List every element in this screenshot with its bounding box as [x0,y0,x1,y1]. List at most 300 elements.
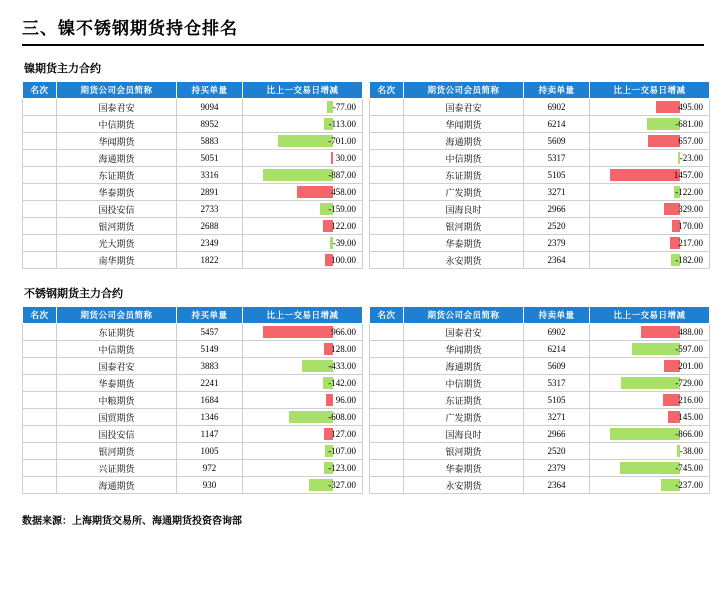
member-name: 南华期货 [57,252,177,269]
rank-number: 7 [370,201,404,218]
member-name: 永安期货 [404,477,524,494]
table-header-row [370,82,710,99]
member-name: 华闻期货 [404,116,524,133]
table-row [370,358,710,375]
change-bar-wrap [246,134,359,148]
volume-value: 5051 [177,150,243,167]
member-name: 广发期货 [404,184,524,201]
member-name: 银河期货 [404,443,524,460]
change-cell [243,358,363,375]
member-name: 国投安信 [57,201,177,218]
member-name: 海通期货 [57,150,177,167]
change-value: 966.00 [331,327,356,337]
volume-value: 1822 [177,252,243,269]
volume-value: 2891 [177,184,243,201]
change-cell [243,235,363,252]
member-name: 华泰期货 [57,375,177,392]
table-row [370,116,710,133]
table-row [370,218,710,235]
change-bar-wrap [593,236,706,250]
member-name: 中信期货 [404,150,524,167]
table-row [370,409,710,426]
rank-number: 8 [370,218,404,235]
volume-value: 2520 [524,218,590,235]
rank-number: 9 [23,235,57,252]
volume-value: 972 [177,460,243,477]
member-name: 海通期货 [404,133,524,150]
rank-number: 7 [23,426,57,443]
change-value: -237.00 [675,480,703,490]
bar-positive [326,394,333,406]
change-bar-wrap [593,151,706,165]
table-row [370,184,710,201]
change-bar-wrap [246,151,359,165]
change-bar-wrap [593,202,706,216]
volume-value: 1147 [177,426,243,443]
tables-row [22,81,704,269]
change-value: 127.00 [331,429,356,439]
section-spacer [22,269,704,285]
change-cell [243,443,363,460]
member-name: 海通期货 [57,477,177,494]
bar-negative [610,428,680,440]
change-bar-wrap [246,478,359,492]
change-cell [243,426,363,443]
member-name: 国投安信 [57,426,177,443]
table-row [23,201,363,218]
bar-positive [610,169,680,181]
rank-number: 9 [370,235,404,252]
volume-value: 1346 [177,409,243,426]
change-bar-wrap [246,219,359,233]
tables-row [22,306,704,494]
table-row [370,99,710,116]
member-name: 中粮期货 [57,392,177,409]
bar-positive [656,101,680,113]
member-name: 国海良时 [404,201,524,218]
member-name: 永安期货 [404,252,524,269]
member-name: 华泰期货 [404,460,524,477]
column-header-0: 名次 [370,82,404,99]
change-value: -23.00 [679,153,703,163]
change-cell [243,392,363,409]
column-header-1: 期货公司会员简称 [404,307,524,324]
change-cell [590,460,710,477]
bar-negative [263,169,333,181]
change-value: 216.00 [678,395,703,405]
rank-number: 6 [23,184,57,201]
change-cell [590,99,710,116]
change-value: 217.00 [678,238,703,248]
table-row [370,324,710,341]
bar-negative [289,411,333,423]
change-value: 458.00 [331,187,356,197]
change-value: -866.00 [675,429,703,439]
change-value: -107.00 [328,446,356,456]
change-bar-wrap [246,427,359,441]
rank-number: 10 [370,252,404,269]
rank-number: 5 [370,392,404,409]
change-bar-wrap [593,376,706,390]
change-bar-wrap [246,168,359,182]
change-cell [590,426,710,443]
rank-number: 6 [370,409,404,426]
change-cell [590,116,710,133]
column-header-0: 名次 [23,307,57,324]
change-bar-wrap [593,134,706,148]
column-header-3: 比上一交易日增减 [590,307,710,324]
change-value: -608.00 [328,412,356,422]
column-header-3: 比上一交易日增减 [590,82,710,99]
rank-number: 5 [23,392,57,409]
change-bar-wrap [593,478,706,492]
change-cell [243,218,363,235]
change-value: 145.00 [678,412,703,422]
rank-number: 8 [23,218,57,235]
table-row [370,133,710,150]
volume-value: 5457 [177,324,243,341]
bar-positive [648,135,680,147]
table-row [23,477,363,494]
column-header-1: 期货公司会员简称 [404,82,524,99]
volume-value: 3271 [524,409,590,426]
rank-number: 7 [370,426,404,443]
volume-value: 2349 [177,235,243,252]
volume-value: 2966 [524,201,590,218]
change-bar-wrap [246,393,359,407]
member-name: 华闻期货 [57,133,177,150]
rank-table-buy [22,306,363,494]
change-bar-wrap [593,325,706,339]
change-cell [243,324,363,341]
table-row [23,150,363,167]
change-cell [590,150,710,167]
table-row [370,150,710,167]
change-value: 170.00 [678,221,703,231]
bar-positive [263,326,333,338]
bar-negative [632,343,680,355]
column-header-0: 名次 [23,82,57,99]
volume-value: 6214 [524,116,590,133]
table-body [370,99,710,269]
change-value: 128.00 [331,344,356,354]
change-cell [590,184,710,201]
member-name: 银河期货 [57,218,177,235]
table-row [23,358,363,375]
rank-number: 3 [23,133,57,150]
member-name: 兴证期货 [57,460,177,477]
bar-negative [621,377,680,389]
change-bar-wrap [593,117,706,131]
title-divider [22,44,704,46]
volume-value: 930 [177,477,243,494]
change-bar-wrap [246,253,359,267]
change-cell [243,133,363,150]
change-value: -681.00 [675,119,703,129]
change-cell [590,201,710,218]
change-cell [590,218,710,235]
table-row [23,167,363,184]
change-value: -887.00 [328,170,356,180]
rank-number: 1 [370,99,404,116]
change-bar-wrap [593,393,706,407]
table-row [23,375,363,392]
volume-value: 1684 [177,392,243,409]
rank-number: 3 [370,133,404,150]
table-row [23,409,363,426]
change-cell [243,460,363,477]
table-body [370,324,710,494]
rank-number: 2 [23,341,57,358]
change-value: 657.00 [678,136,703,146]
change-cell [590,252,710,269]
table-row [23,235,363,252]
volume-value: 2966 [524,426,590,443]
change-bar-wrap [593,444,706,458]
column-header-3: 比上一交易日增减 [243,82,363,99]
volume-value: 2364 [524,477,590,494]
table-row [23,324,363,341]
volume-value: 8952 [177,116,243,133]
change-cell [590,341,710,358]
change-bar-wrap [593,185,706,199]
volume-value: 3883 [177,358,243,375]
member-name: 海通期货 [404,358,524,375]
change-cell [590,392,710,409]
volume-value: 6902 [524,99,590,116]
change-bar-wrap [246,359,359,373]
member-name: 东证期货 [404,167,524,184]
rank-table-sell [369,81,710,269]
table-row [370,375,710,392]
table-row [370,443,710,460]
column-header-1: 期货公司会员简称 [57,82,177,99]
change-cell [243,375,363,392]
table-row [370,167,710,184]
table-row [370,460,710,477]
volume-value: 5609 [524,133,590,150]
rank-number: 8 [23,443,57,460]
change-value: 30.00 [335,153,356,163]
change-value: -113.00 [328,119,356,129]
volume-value: 2733 [177,201,243,218]
rank-number: 10 [23,477,57,494]
rank-number: 3 [370,358,404,375]
change-bar-wrap [246,461,359,475]
table-row [23,252,363,269]
section-label: 不锈钢期货主力合约 [24,288,123,300]
rank-table-sell [369,306,710,494]
change-cell [243,167,363,184]
volume-value: 2379 [524,235,590,252]
member-name: 银河期货 [57,443,177,460]
change-value: -701.00 [328,136,356,146]
volume-value: 1005 [177,443,243,460]
member-name: 东证期货 [404,392,524,409]
member-name: 中信期货 [57,341,177,358]
rank-number: 2 [370,116,404,133]
rank-number: 9 [370,460,404,477]
change-bar-wrap [593,100,706,114]
table-row [370,341,710,358]
section-stainless [22,285,704,494]
change-value: -729.00 [675,378,703,388]
volume-value: 2241 [177,375,243,392]
table-row [23,443,363,460]
table-body [23,324,363,494]
rank-number: 5 [370,167,404,184]
member-name: 东证期货 [57,324,177,341]
table-row [23,218,363,235]
change-value: -597.00 [675,344,703,354]
change-cell [243,252,363,269]
member-name: 国泰君安 [57,99,177,116]
change-value: -159.00 [328,204,356,214]
change-value: -142.00 [328,378,356,388]
change-value: 201.00 [678,361,703,371]
change-value: -122.00 [675,187,703,197]
change-bar-wrap [593,219,706,233]
volume-value: 2379 [524,460,590,477]
bar-positive [297,186,333,198]
change-value: 122.00 [331,221,356,231]
volume-value: 9094 [177,99,243,116]
rank-number: 8 [370,443,404,460]
volume-value: 2520 [524,443,590,460]
change-cell [243,341,363,358]
bar-negative [620,462,680,474]
volume-value: 5105 [524,167,590,184]
rank-number: 3 [23,358,57,375]
change-cell [590,375,710,392]
volume-value: 3316 [177,167,243,184]
table-row [370,201,710,218]
rank-number: 1 [370,324,404,341]
table-body [23,99,363,269]
change-cell [243,201,363,218]
member-name: 中信期货 [404,375,524,392]
table-row [23,133,363,150]
change-value: -745.00 [675,463,703,473]
table-row [23,392,363,409]
member-name: 国贸期货 [57,409,177,426]
change-bar-wrap [246,325,359,339]
change-cell [243,150,363,167]
table-header-row [23,82,363,99]
volume-value: 5883 [177,133,243,150]
section-label: 镍期货主力合约 [24,63,101,75]
member-name: 国泰君安 [404,99,524,116]
table-row [370,392,710,409]
change-bar-wrap [593,461,706,475]
volume-value: 3271 [524,184,590,201]
volume-value: 5317 [524,150,590,167]
member-name: 广发期货 [404,409,524,426]
change-bar-wrap [246,376,359,390]
member-name: 国泰君安 [57,358,177,375]
change-bar-wrap [593,168,706,182]
table-row [370,235,710,252]
column-header-3: 比上一交易日增减 [243,307,363,324]
rank-number: 6 [23,409,57,426]
column-header-2: 持买单量 [177,307,243,324]
rank-number: 4 [23,150,57,167]
member-name: 东证期货 [57,167,177,184]
table-row [23,99,363,116]
volume-value: 5609 [524,358,590,375]
column-header-2: 持卖单量 [524,82,590,99]
change-bar-wrap [246,444,359,458]
table-row [23,184,363,201]
change-value: 488.00 [678,327,703,337]
change-cell [590,324,710,341]
volume-value: 6214 [524,341,590,358]
change-cell [590,167,710,184]
change-cell [590,409,710,426]
bar-positive [641,326,680,338]
change-bar-wrap [246,117,359,131]
column-header-1: 期货公司会员简称 [57,307,177,324]
change-bar-wrap [246,342,359,356]
table-header-row [23,307,363,324]
rank-number: 4 [23,375,57,392]
change-value: -39.00 [332,238,356,248]
rank-number: 5 [23,167,57,184]
change-bar-wrap [246,410,359,424]
member-name: 银河期货 [404,218,524,235]
rank-number: 2 [23,116,57,133]
table-row [23,341,363,358]
member-name: 中信期货 [57,116,177,133]
bar-negative [278,135,333,147]
change-value: -77.00 [332,102,356,112]
table-row [370,426,710,443]
change-value: 329.00 [678,204,703,214]
change-value: 96.00 [335,395,356,405]
change-bar-wrap [593,253,706,267]
section-nickel [22,60,704,269]
change-cell [590,443,710,460]
page-title: 三、镍不锈钢期货持仓排名 [22,19,238,38]
change-cell [243,184,363,201]
change-bar-wrap [246,100,359,114]
change-cell [590,235,710,252]
change-value: -38.00 [679,446,703,456]
table-row [370,252,710,269]
rank-number: 1 [23,99,57,116]
volume-value: 6902 [524,324,590,341]
rank-number: 2 [370,341,404,358]
bar-positive [331,152,333,164]
change-bar-wrap [246,202,359,216]
rank-number: 4 [370,150,404,167]
volume-value: 5105 [524,392,590,409]
member-name: 国海良时 [404,426,524,443]
change-bar-wrap [593,427,706,441]
change-cell [243,99,363,116]
table-row [23,460,363,477]
change-cell [243,116,363,133]
table-header-row [370,307,710,324]
change-bar-wrap [246,185,359,199]
table-row [23,116,363,133]
rank-table-buy [22,81,363,269]
change-bar-wrap [593,342,706,356]
member-name: 华泰期货 [404,235,524,252]
column-header-2: 持买单量 [177,82,243,99]
rank-number: 6 [370,184,404,201]
change-value: 1457.00 [673,170,703,180]
